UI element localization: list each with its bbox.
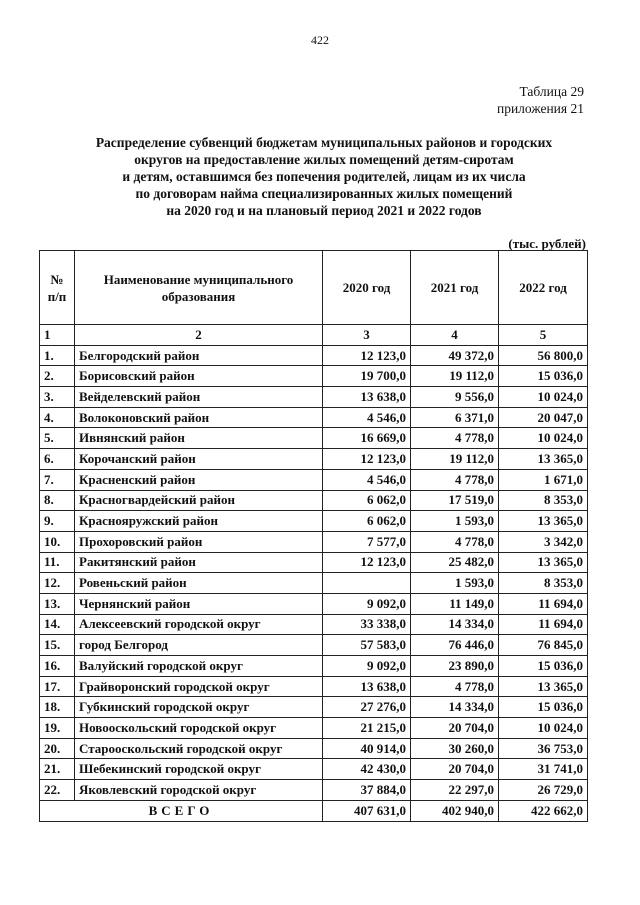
row-2020: 57 583,0 bbox=[323, 635, 411, 656]
row-2021: 4 778,0 bbox=[411, 676, 499, 697]
row-name: Красногвардейский район bbox=[75, 490, 323, 511]
row-2022: 36 753,0 bbox=[499, 738, 588, 759]
row-2022: 13 365,0 bbox=[499, 676, 588, 697]
table-reference bbox=[497, 83, 584, 117]
total-2020: 407 631,0 bbox=[323, 800, 411, 821]
row-2021: 1 593,0 bbox=[411, 511, 499, 532]
row-2021: 19 112,0 bbox=[411, 449, 499, 470]
title-line: Распределение субвенций бюджетам муниципальных районов и городских bbox=[95, 135, 553, 150]
row-2020: 6 062,0 bbox=[323, 511, 411, 532]
row-2021: 4 778,0 bbox=[411, 531, 499, 552]
table-row bbox=[40, 759, 588, 780]
title-line: на 2020 год и на плановый период 2021 и 2022 годов bbox=[166, 203, 482, 218]
row-num: 14. bbox=[40, 614, 75, 635]
row-2022: 10 024,0 bbox=[499, 387, 588, 408]
row-num: 8. bbox=[40, 490, 75, 511]
index-row bbox=[40, 325, 588, 346]
row-2020: 21 215,0 bbox=[323, 718, 411, 739]
row-num: 22. bbox=[40, 780, 75, 801]
row-2022: 11 694,0 bbox=[499, 614, 588, 635]
row-num: 16. bbox=[40, 656, 75, 677]
row-2020: 6 062,0 bbox=[323, 490, 411, 511]
row-2022: 3 342,0 bbox=[499, 531, 588, 552]
row-2020: 12 123,0 bbox=[323, 552, 411, 573]
row-num: 18. bbox=[40, 697, 75, 718]
row-2022: 15 036,0 bbox=[499, 697, 588, 718]
row-name: Корочанский район bbox=[75, 449, 323, 470]
index-cell: 4 bbox=[411, 325, 499, 346]
table-ref-line1: Таблица 29 bbox=[519, 84, 584, 99]
table-row bbox=[40, 345, 588, 366]
row-2021: 30 260,0 bbox=[411, 738, 499, 759]
row-2020: 4 546,0 bbox=[323, 469, 411, 490]
table-row bbox=[40, 511, 588, 532]
index-cell: 5 bbox=[499, 325, 588, 346]
table-row bbox=[40, 656, 588, 677]
row-name: Яковлевский городской округ bbox=[75, 780, 323, 801]
row-name: Прохоровский район bbox=[75, 531, 323, 552]
row-num: 5. bbox=[40, 428, 75, 449]
row-2021: 14 334,0 bbox=[411, 614, 499, 635]
row-2021: 4 778,0 bbox=[411, 469, 499, 490]
table-row bbox=[40, 614, 588, 635]
row-num: 2. bbox=[40, 366, 75, 387]
row-name: Валуйский городской округ bbox=[75, 656, 323, 677]
row-num: 15. bbox=[40, 635, 75, 656]
row-num: 3. bbox=[40, 387, 75, 408]
row-2022: 10 024,0 bbox=[499, 718, 588, 739]
row-2021: 20 704,0 bbox=[411, 718, 499, 739]
row-2021: 6 371,0 bbox=[411, 407, 499, 428]
row-num: 12. bbox=[40, 573, 75, 594]
row-2020: 12 123,0 bbox=[323, 345, 411, 366]
row-2022: 13 365,0 bbox=[499, 511, 588, 532]
row-num: 19. bbox=[40, 718, 75, 739]
table-row bbox=[40, 718, 588, 739]
row-2021: 25 482,0 bbox=[411, 552, 499, 573]
row-2020: 19 700,0 bbox=[323, 366, 411, 387]
row-2021: 22 297,0 bbox=[411, 780, 499, 801]
row-2020: 42 430,0 bbox=[323, 759, 411, 780]
table-row bbox=[40, 676, 588, 697]
row-2021: 11 149,0 bbox=[411, 593, 499, 614]
header-2022: 2022 год bbox=[499, 251, 588, 325]
row-name: Чернянский район bbox=[75, 593, 323, 614]
table-body bbox=[40, 325, 588, 801]
table-row bbox=[40, 780, 588, 801]
total-label: ВСЕГО bbox=[40, 800, 323, 821]
row-name: Красненский район bbox=[75, 469, 323, 490]
row-2022: 8 353,0 bbox=[499, 573, 588, 594]
table-row bbox=[40, 552, 588, 573]
table-row bbox=[40, 449, 588, 470]
row-2021: 14 334,0 bbox=[411, 697, 499, 718]
table-ref-line2: приложения 21 bbox=[496, 101, 584, 116]
row-2021: 49 372,0 bbox=[411, 345, 499, 366]
row-num: 4. bbox=[40, 407, 75, 428]
row-2022: 31 741,0 bbox=[499, 759, 588, 780]
header-2021: 2021 год bbox=[411, 251, 499, 325]
index-cell: 1 bbox=[40, 325, 75, 346]
row-name: Старооскольский городской округ bbox=[75, 738, 323, 759]
title-line: по договорам найма специализированных жилых помещений bbox=[135, 186, 513, 201]
title-line: округов на предоставление жилых помещений детям-сиротам bbox=[134, 152, 514, 167]
row-name: Вейделевский район bbox=[75, 387, 323, 408]
row-num: 10. bbox=[40, 531, 75, 552]
title-line: и детям, оставшимся без попечения родителей, лицам из их числа bbox=[122, 169, 526, 184]
header-row bbox=[40, 251, 588, 325]
row-num: 1. bbox=[40, 345, 75, 366]
row-2021: 4 778,0 bbox=[411, 428, 499, 449]
units-label: (тыс. рублей) bbox=[508, 236, 586, 251]
row-name: Шебекинский городской округ bbox=[75, 759, 323, 780]
row-2020: 16 669,0 bbox=[323, 428, 411, 449]
row-2020: 9 092,0 bbox=[323, 656, 411, 677]
row-2020: 27 276,0 bbox=[323, 697, 411, 718]
total-row bbox=[40, 800, 588, 821]
row-name: Губкинский городской округ bbox=[75, 697, 323, 718]
subvention-table bbox=[39, 250, 588, 822]
row-2022: 20 047,0 bbox=[499, 407, 588, 428]
row-2021: 9 556,0 bbox=[411, 387, 499, 408]
total-2021: 402 940,0 bbox=[411, 800, 499, 821]
row-name: Ракитянский район bbox=[75, 552, 323, 573]
row-name: Ровеньский район bbox=[75, 573, 323, 594]
row-name: город Белгород bbox=[75, 635, 323, 656]
total-2022: 422 662,0 bbox=[499, 800, 588, 821]
row-2021: 23 890,0 bbox=[411, 656, 499, 677]
row-num: 9. bbox=[40, 511, 75, 532]
row-name: Ивнянский район bbox=[75, 428, 323, 449]
row-num: 11. bbox=[40, 552, 75, 573]
row-2020: 4 546,0 bbox=[323, 407, 411, 428]
row-2022: 13 365,0 bbox=[499, 552, 588, 573]
row-name: Волоконовский район bbox=[75, 407, 323, 428]
row-2022: 15 036,0 bbox=[499, 656, 588, 677]
row-name: Борисовский район bbox=[75, 366, 323, 387]
row-2022: 76 845,0 bbox=[499, 635, 588, 656]
row-name: Белгородский район bbox=[75, 345, 323, 366]
row-2022: 56 800,0 bbox=[499, 345, 588, 366]
row-2020: 33 338,0 bbox=[323, 614, 411, 635]
row-2020: 37 884,0 bbox=[323, 780, 411, 801]
table-row bbox=[40, 490, 588, 511]
row-num: 21. bbox=[40, 759, 75, 780]
row-2020: 13 638,0 bbox=[323, 387, 411, 408]
row-2022: 15 036,0 bbox=[499, 366, 588, 387]
row-num: 6. bbox=[40, 449, 75, 470]
row-num: 20. bbox=[40, 738, 75, 759]
row-2020: 7 577,0 bbox=[323, 531, 411, 552]
document-title bbox=[50, 134, 598, 219]
table-row bbox=[40, 531, 588, 552]
row-name: Краснояружский район bbox=[75, 511, 323, 532]
header-name: Наименование муниципального образования bbox=[75, 251, 323, 325]
row-2022: 10 024,0 bbox=[499, 428, 588, 449]
row-2022: 8 353,0 bbox=[499, 490, 588, 511]
index-cell: 2 bbox=[75, 325, 323, 346]
index-cell: 3 bbox=[323, 325, 411, 346]
header-num: № п/п bbox=[40, 251, 75, 325]
header-2020: 2020 год bbox=[323, 251, 411, 325]
table-row bbox=[40, 697, 588, 718]
row-2020: 12 123,0 bbox=[323, 449, 411, 470]
row-num: 7. bbox=[40, 469, 75, 490]
table-row bbox=[40, 366, 588, 387]
table-row bbox=[40, 738, 588, 759]
row-2020: 9 092,0 bbox=[323, 593, 411, 614]
row-num: 13. bbox=[40, 593, 75, 614]
row-2020 bbox=[323, 573, 411, 594]
row-2021: 1 593,0 bbox=[411, 573, 499, 594]
row-2022: 11 694,0 bbox=[499, 593, 588, 614]
page-number: 422 bbox=[311, 33, 329, 47]
table-row bbox=[40, 387, 588, 408]
row-2020: 13 638,0 bbox=[323, 676, 411, 697]
table-row bbox=[40, 635, 588, 656]
row-2022: 1 671,0 bbox=[499, 469, 588, 490]
row-2021: 76 446,0 bbox=[411, 635, 499, 656]
row-2022: 26 729,0 bbox=[499, 780, 588, 801]
row-2022: 13 365,0 bbox=[499, 449, 588, 470]
table-row bbox=[40, 573, 588, 594]
row-2021: 20 704,0 bbox=[411, 759, 499, 780]
row-2021: 17 519,0 bbox=[411, 490, 499, 511]
row-name: Грайворонский городской округ bbox=[75, 676, 323, 697]
row-2021: 19 112,0 bbox=[411, 366, 499, 387]
table-row bbox=[40, 407, 588, 428]
row-name: Новооскольский городской округ bbox=[75, 718, 323, 739]
table-row bbox=[40, 593, 588, 614]
row-num: 17. bbox=[40, 676, 75, 697]
row-name: Алексеевский городской округ bbox=[75, 614, 323, 635]
table-row bbox=[40, 469, 588, 490]
table-row bbox=[40, 428, 588, 449]
row-2020: 40 914,0 bbox=[323, 738, 411, 759]
